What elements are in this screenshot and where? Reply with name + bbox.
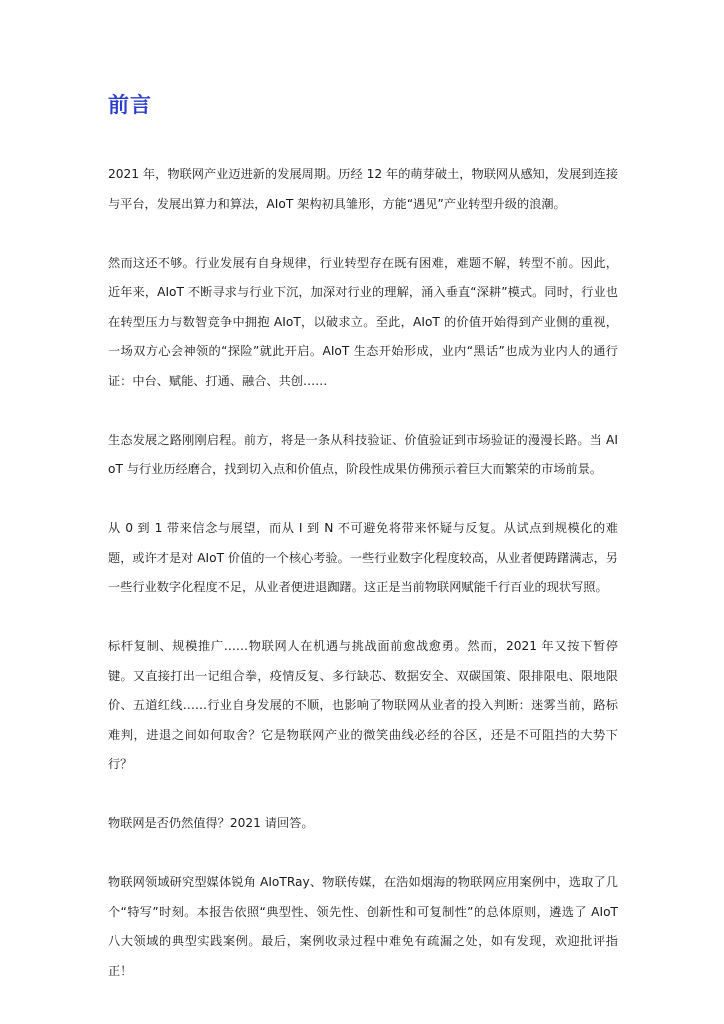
page-title: 前言: [108, 93, 152, 117]
paragraph-report: 物联网领域研究型媒体锐角 AIoTRay、物联传媒，在浩如烟海的物联网应用案例中，选取了几个“特写”时刻。本报告依照“典型性、领先性、创新性和可复制性”的总体原则，遴选了 AIoT 八大领域的典型实践案例。最后，案例收录过程中难免有疏漏之处，如有发现，欢迎批评指正！: [108, 875, 618, 978]
paragraph-question: 物联网是否仍然值得？2021 请回答。: [108, 816, 314, 830]
paragraph-scaling: 从 0 到 1 带来信念与展望，而从 I 到 N 不可避免将带来怀疑与反复。从试点到规模化的难题，或许才是对 AIoT 价值的一个核心考验。一些行业数字化程度较高，从业者便踌躇满志，另一些行业数字化程度不足，从业者便进退踟躇。这正是当前物联网赋能千行百业的现状写照。: [108, 521, 618, 594]
paragraph-industry: 然而这还不够。行业发展有自身规律，行业转型存在既有困难，难题不解，转型不前。因此，近年来，AIoT 不断寻求与行业下沉，加深对行业的理解，涌入垂直“深耕”模式。同时，行业也在转型压力与数智竞争中拥抱 AIoT，以破求立。至此，AIoT 的价值开始得到产业侧的重视，一场双方心会神领的“探险”就此开启。AIoT 生态开始形成，业内“黑话”也成为业内人的通行证：中台、赋能、打通、融合、共创……: [108, 255, 618, 388]
paragraph-ecosystem: 生态发展之路刚刚启程。前方，将是一条从科技验证、价值验证到市场验证的漫漫长路。当 AIoT 与行业历经磨合，找到切入点和价值点，阶段性成果仿佛预示着巨大而繁荣的市场前景。: [108, 432, 618, 476]
document-page: [108, 90, 618, 1016]
paragraph-challenges: 标杆复制、规模推广……物联网人在机遇与挑战面前愈战愈勇。然而，2021 年又按下暂停键。又直接打出一记组合拳，疫情反复、多行缺芯、数据安全、双碳国策、限排限电、限地限价、五道红线……行业自身发展的不顺，也影响了物联网从业者的投入判断：迷雾当前，路标难判，进退之间如何取舍？它是物联网产业的微笑曲线必经的谷区，还是不可阻挡的大势下行？: [108, 639, 618, 771]
paragraph-intro: 2021 年，物联网产业迈进新的发展周期。历经 12 年的萌芽破土，物联网从感知，发展到连接与平台，发展出算力和算法，AIoT 架构初具雏形，方能“遇见”产业转型升级的浪潮。: [108, 167, 618, 211]
